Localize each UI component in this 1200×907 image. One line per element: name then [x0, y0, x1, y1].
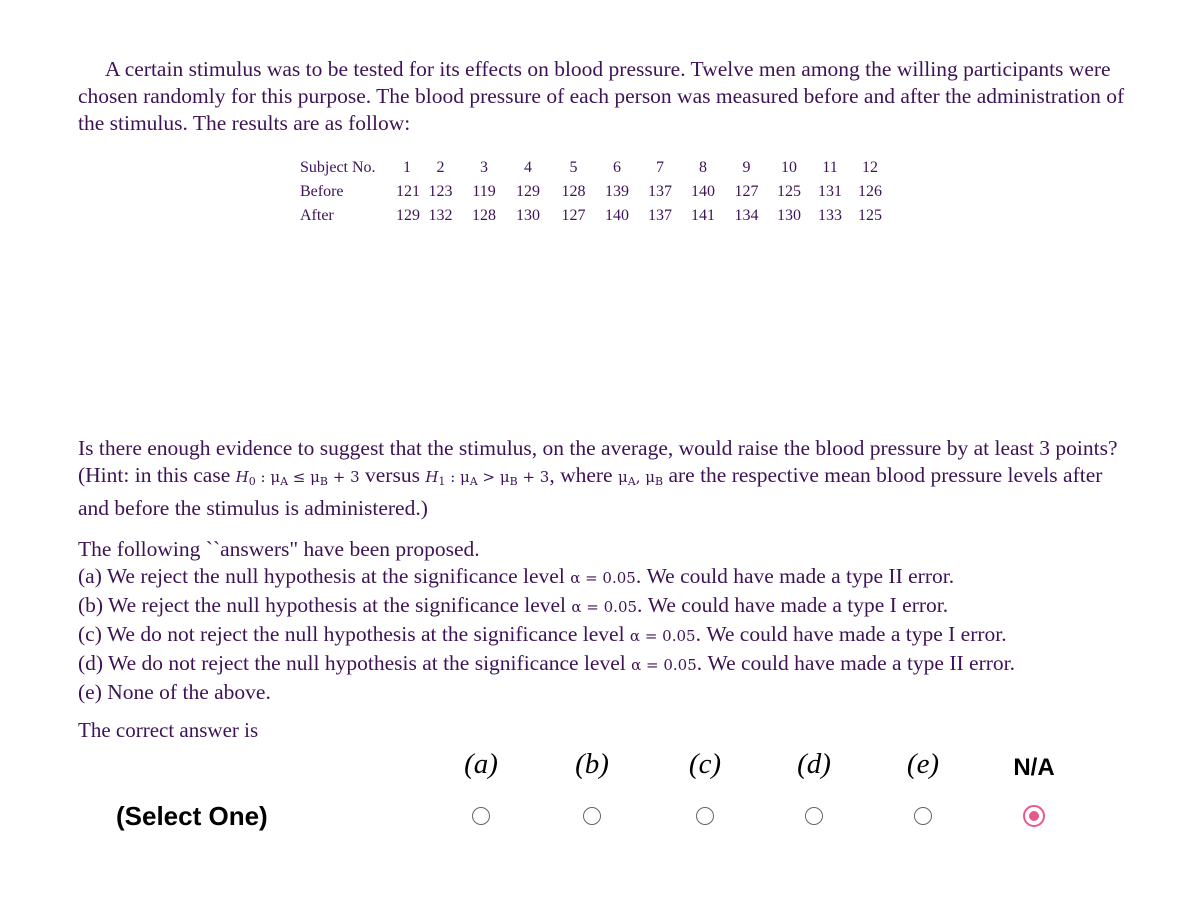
table-cell: 141 — [691, 207, 715, 224]
table-cell: 12 — [862, 159, 878, 176]
table-cell: 4 — [524, 159, 532, 176]
option-label-e: (e) — [906, 748, 940, 780]
table-cell: 127 — [561, 207, 586, 224]
table-cell: 123 — [428, 183, 453, 200]
row-label: Before — [300, 183, 344, 200]
answer-item-a: (a) We reject the null hypothesis at the significance level α = 0.05. We could have made a type II error. — [78, 564, 955, 588]
answer-item-d: (d) We do not reject the null hypothesis at the significance level α = 0.05. We could have made a type II error. — [78, 651, 1016, 675]
table-cell: 131 — [818, 183, 842, 200]
option-label-d: (d) — [797, 748, 831, 780]
table-cell: 139 — [605, 183, 629, 200]
table-cell: 140 — [605, 207, 629, 224]
radio-option-a[interactable] — [472, 807, 490, 825]
table-cell: 133 — [818, 207, 842, 224]
table-cell: 127 — [734, 183, 759, 200]
option-label-na: N/A — [1013, 754, 1055, 781]
answer-item-c: (c) We do not reject the null hypothesis at the significance level α = 0.05. We could have made a type I error. — [78, 622, 1007, 646]
radio-selected-dot — [1029, 811, 1039, 821]
table-cell: 125 — [858, 207, 882, 224]
table-row-subject — [300, 156, 889, 180]
table-cell: 9 — [742, 159, 751, 176]
question-text — [78, 435, 1138, 522]
radio-option-na[interactable] — [1023, 805, 1045, 827]
table-row-after — [300, 204, 889, 228]
radio-option-b[interactable] — [583, 807, 601, 825]
versus-text: versus — [359, 463, 426, 487]
option-label-c: (c) — [688, 748, 722, 780]
hypothesis-alt: $H_1$ : $\mu_A > \mu_B + 3$ — [425, 468, 550, 488]
table-cell: 7 — [656, 159, 664, 176]
table-cell: 137 — [648, 207, 672, 224]
table-cell: 10 — [781, 159, 797, 176]
radio-option-d[interactable] — [805, 807, 823, 825]
hypothesis-null: $H_0$ : $\mu_A \le \mu_B + 3$ — [235, 468, 360, 488]
table-cell: 128 — [561, 183, 586, 200]
table-cell: 2 — [436, 159, 445, 176]
means-symbols: $\mu_A$, $\mu_B$ — [617, 468, 664, 488]
table-cell: 121 — [396, 183, 420, 200]
problem-intro: A certain stimulus was to be tested for its effects on blood pressure. Twelve men among the willing participants were chosen randomly for this purpose. The blood pressure of each person was measured before and after the administration of the stimulus. The results are as follow: — [78, 57, 1125, 135]
table-cell: 129 — [396, 207, 420, 224]
radio-option-c[interactable] — [696, 807, 714, 825]
hint-prefix: (Hint: in this case — [78, 463, 236, 487]
answer-item-b: (b) We reject the null hypothesis at the significance level α = 0.05. We could have made a type I error. — [78, 593, 949, 617]
data-table — [300, 156, 889, 228]
table-cell: 119 — [472, 183, 496, 200]
question-main: Is there enough evidence to suggest that the stimulus, on the average, would raise the blood pressure by at least 3 points? — [78, 436, 1118, 460]
table-cell: 5 — [569, 159, 578, 176]
alpha-expression: α = 0.05 — [629, 627, 696, 645]
hint-suffix: are the respective mean blood pressure levels after and before the stimulus is administered.) — [78, 463, 1103, 520]
table-cell: 126 — [858, 183, 882, 200]
table-cell: 137 — [648, 183, 672, 200]
table-cell: 8 — [699, 159, 707, 176]
proposed-answers — [78, 536, 1138, 706]
answers-intro: The following ``answers" have been proposed. — [78, 537, 480, 561]
alpha-expression: α = 0.05 — [571, 598, 638, 616]
table-cell: 128 — [472, 207, 496, 224]
row-label: Subject No. — [300, 159, 376, 176]
alpha-expression: α = 0.05 — [570, 569, 636, 587]
option-label-a: (a) — [464, 748, 498, 780]
table-cell: 3 — [480, 159, 488, 176]
table-cell: 6 — [613, 159, 621, 176]
where-text: , where — [549, 463, 618, 487]
correct-answer-label: The correct answer is — [78, 718, 259, 742]
row-label: After — [300, 207, 334, 224]
option-label-b: (b) — [575, 748, 609, 780]
table-row-before — [300, 180, 889, 204]
table-cell: 140 — [691, 183, 715, 200]
alpha-expression: α = 0.05 — [631, 656, 697, 674]
table-cell: 129 — [516, 183, 540, 200]
answer-item-e: (e) None of the above. — [78, 680, 271, 704]
table-cell: 130 — [777, 207, 801, 224]
table-cell: 1 — [403, 159, 411, 176]
radio-option-e[interactable] — [914, 807, 932, 825]
table-cell: 130 — [516, 207, 540, 224]
table-cell: 134 — [734, 207, 759, 224]
select-one-label: (Select One) — [116, 801, 268, 831]
table-cell: 125 — [777, 183, 801, 200]
table-cell: 132 — [428, 207, 453, 224]
table-cell: 11 — [822, 159, 838, 176]
